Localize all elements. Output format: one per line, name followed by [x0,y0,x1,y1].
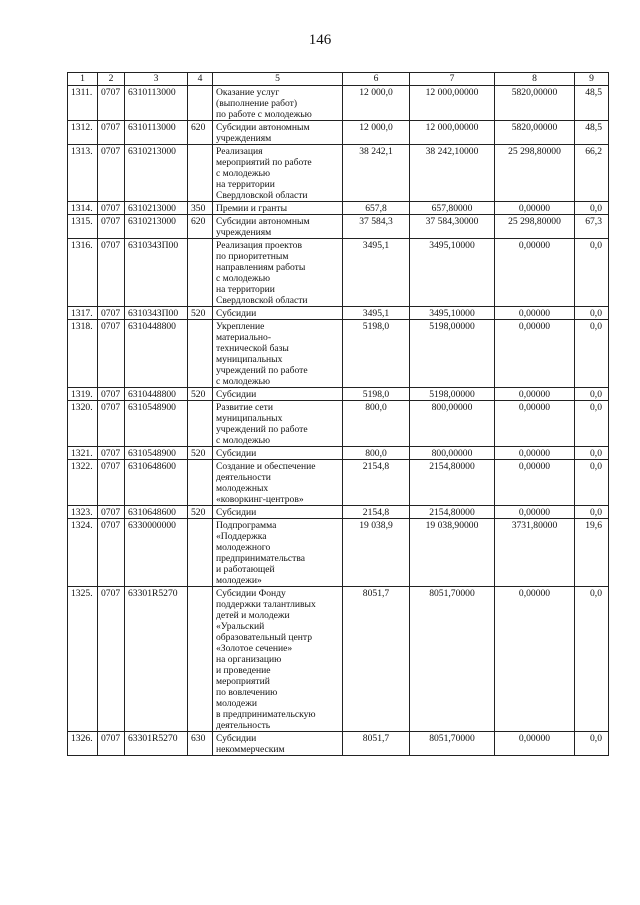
table-row [68,506,609,519]
item-name: Реализация проектов по приоритетным направлениям работы с молодежью на территории Свердловской области [213,239,343,307]
approved-amount: 657,80000 [410,202,495,215]
expense-type-code [188,401,213,447]
expense-type-code [188,460,213,506]
approved-amount: 5198,00000 [410,388,495,401]
table-row [68,401,609,447]
execution-percent: 0,0 [575,388,609,401]
row-number: 1324. [68,519,98,587]
column-header-5: 5 [213,73,343,86]
row-number: 1316. [68,239,98,307]
executed-amount: 5820,00000 [495,86,575,121]
item-name: Субсидии [213,447,343,460]
target-article-code: 631034ЗП00 [125,307,188,320]
column-header-1: 1 [68,73,98,86]
approved-amount: 5198,00000 [410,320,495,388]
row-number: 1326. [68,732,98,756]
target-article-code: 63301R5270 [125,732,188,756]
section-code: 0707 [98,320,125,388]
column-header-7: 7 [410,73,495,86]
row-number: 1313. [68,145,98,202]
item-name: Субсидии автономным учреждениям [213,215,343,239]
executed-amount: 0,00000 [495,320,575,388]
executed-amount: 0,00000 [495,587,575,732]
column-header-3: 3 [125,73,188,86]
approved-amount: 8051,70000 [410,587,495,732]
table-row [68,519,609,587]
expense-type-code [188,587,213,732]
row-number: 1319. [68,388,98,401]
section-code: 0707 [98,215,125,239]
expense-type-code: 350 [188,202,213,215]
approved-amount: 12 000,00000 [410,121,495,145]
item-name: Субсидии [213,307,343,320]
planned-amount: 3495,1 [343,307,410,320]
row-number: 1320. [68,401,98,447]
row-number: 1318. [68,320,98,388]
planned-amount: 19 038,9 [343,519,410,587]
row-number: 1325. [68,587,98,732]
target-article-code: 631034ЗП00 [125,239,188,307]
execution-percent: 0,0 [575,587,609,732]
item-name: Субсидии автономным учреждениям [213,121,343,145]
table-row [68,307,609,320]
execution-percent: 19,6 [575,519,609,587]
planned-amount: 12 000,0 [343,121,410,145]
executed-amount: 25 298,80000 [495,215,575,239]
column-header-8: 8 [495,73,575,86]
table-row [68,121,609,145]
planned-amount: 3495,1 [343,239,410,307]
approved-amount: 37 584,30000 [410,215,495,239]
target-article-code: 6310113000 [125,86,188,121]
section-code: 0707 [98,401,125,447]
planned-amount: 800,0 [343,447,410,460]
expense-type-code: 620 [188,215,213,239]
row-number: 1315. [68,215,98,239]
target-article-code: 6310648600 [125,460,188,506]
execution-percent: 48,5 [575,86,609,121]
approved-amount: 12 000,00000 [410,86,495,121]
table-row [68,86,609,121]
approved-amount: 3495,10000 [410,239,495,307]
approved-amount: 3495,10000 [410,307,495,320]
execution-percent: 0,0 [575,202,609,215]
executed-amount: 0,00000 [495,401,575,447]
section-code: 0707 [98,86,125,121]
item-name: Создание и обеспечение деятельности молодежных «коворкинг-центров» [213,460,343,506]
row-number: 1312. [68,121,98,145]
row-number: 1317. [68,307,98,320]
executed-amount: 25 298,80000 [495,145,575,202]
planned-amount: 5198,0 [343,320,410,388]
section-code: 0707 [98,447,125,460]
executed-amount: 0,00000 [495,732,575,756]
executed-amount: 0,00000 [495,202,575,215]
table-row [68,460,609,506]
table-row [68,215,609,239]
target-article-code: 6330000000 [125,519,188,587]
executed-amount: 0,00000 [495,388,575,401]
execution-percent: 0,0 [575,447,609,460]
section-code: 0707 [98,519,125,587]
row-number: 1323. [68,506,98,519]
section-code: 0707 [98,460,125,506]
execution-percent: 0,0 [575,506,609,519]
target-article-code: 6310113000 [125,121,188,145]
item-name: Укрепление материально- технической базы муниципальных учреждений по работе с молодежью [213,320,343,388]
planned-amount: 2154,8 [343,460,410,506]
column-header-4: 4 [188,73,213,86]
item-name: Реализация мероприятий по работе с молодежью на территории Свердловской области [213,145,343,202]
planned-amount: 37 584,3 [343,215,410,239]
expense-type-code: 630 [188,732,213,756]
column-header-2: 2 [98,73,125,86]
table-row [68,320,609,388]
approved-amount: 19 038,90000 [410,519,495,587]
item-name: Субсидии некоммерческим [213,732,343,756]
approved-amount: 8051,70000 [410,732,495,756]
expense-type-code: 520 [188,307,213,320]
target-article-code: 6310548900 [125,447,188,460]
planned-amount: 5198,0 [343,388,410,401]
table-row [68,587,609,732]
item-name: Подпрограмма «Поддержка молодежного предпринимательства и работающей молодежи» [213,519,343,587]
target-article-code: 6310648600 [125,506,188,519]
approved-amount: 2154,80000 [410,460,495,506]
target-article-code: 63301R5270 [125,587,188,732]
expense-type-code [188,86,213,121]
executed-amount: 0,00000 [495,447,575,460]
expense-type-code [188,145,213,202]
execution-percent: 67,3 [575,215,609,239]
execution-percent: 48,5 [575,121,609,145]
execution-percent: 0,0 [575,320,609,388]
row-number: 1311. [68,86,98,121]
table-row [68,447,609,460]
budget-table [67,72,609,756]
execution-percent: 0,0 [575,239,609,307]
section-code: 0707 [98,506,125,519]
table-row [68,732,609,756]
executed-amount: 0,00000 [495,506,575,519]
section-code: 0707 [98,202,125,215]
table-row [68,239,609,307]
target-article-code: 6310213000 [125,215,188,239]
planned-amount: 8051,7 [343,732,410,756]
approved-amount: 2154,80000 [410,506,495,519]
execution-percent: 0,0 [575,732,609,756]
section-code: 0707 [98,121,125,145]
planned-amount: 38 242,1 [343,145,410,202]
table-row [68,202,609,215]
expense-type-code: 520 [188,447,213,460]
expense-type-code [188,239,213,307]
execution-percent: 66,2 [575,145,609,202]
row-number: 1322. [68,460,98,506]
column-header-9: 9 [575,73,609,86]
item-name: Развитие сети муниципальных учреждений по работе с молодежью [213,401,343,447]
row-number: 1321. [68,447,98,460]
target-article-code: 6310213000 [125,145,188,202]
executed-amount: 0,00000 [495,460,575,506]
planned-amount: 12 000,0 [343,86,410,121]
execution-percent: 0,0 [575,460,609,506]
planned-amount: 2154,8 [343,506,410,519]
page-number: 146 [308,32,332,48]
expense-type-code: 520 [188,388,213,401]
section-code: 0707 [98,145,125,202]
table-header-row [68,73,609,86]
approved-amount: 800,00000 [410,447,495,460]
target-article-code: 6310448800 [125,388,188,401]
item-name: Субсидии [213,388,343,401]
executed-amount: 0,00000 [495,239,575,307]
expense-type-code: 620 [188,121,213,145]
expense-type-code: 520 [188,506,213,519]
expense-type-code [188,519,213,587]
table-row [68,145,609,202]
planned-amount: 800,0 [343,401,410,447]
executed-amount: 3731,80000 [495,519,575,587]
expense-type-code [188,320,213,388]
section-code: 0707 [98,239,125,307]
row-number: 1314. [68,202,98,215]
section-code: 0707 [98,587,125,732]
execution-percent: 0,0 [575,307,609,320]
table-row [68,388,609,401]
approved-amount: 38 242,10000 [410,145,495,202]
approved-amount: 800,00000 [410,401,495,447]
section-code: 0707 [98,307,125,320]
execution-percent: 0,0 [575,401,609,447]
section-code: 0707 [98,732,125,756]
planned-amount: 657,8 [343,202,410,215]
item-name: Оказание услуг (выполнение работ) по работе с молодежью [213,86,343,121]
target-article-code: 6310548900 [125,401,188,447]
executed-amount: 0,00000 [495,307,575,320]
item-name: Субсидии [213,506,343,519]
planned-amount: 8051,7 [343,587,410,732]
target-article-code: 6310448800 [125,320,188,388]
item-name: Премии и гранты [213,202,343,215]
item-name: Субсидии Фонду поддержки талантливых детей и молодежи «Уральский образовательный центр «Золотое сечение» на организацию и проведение мероприятий по вовлечению молодежи в предпринимательскую деятельность [213,587,343,732]
target-article-code: 6310213000 [125,202,188,215]
column-header-6: 6 [343,73,410,86]
executed-amount: 5820,00000 [495,121,575,145]
table-body [68,86,609,756]
section-code: 0707 [98,388,125,401]
